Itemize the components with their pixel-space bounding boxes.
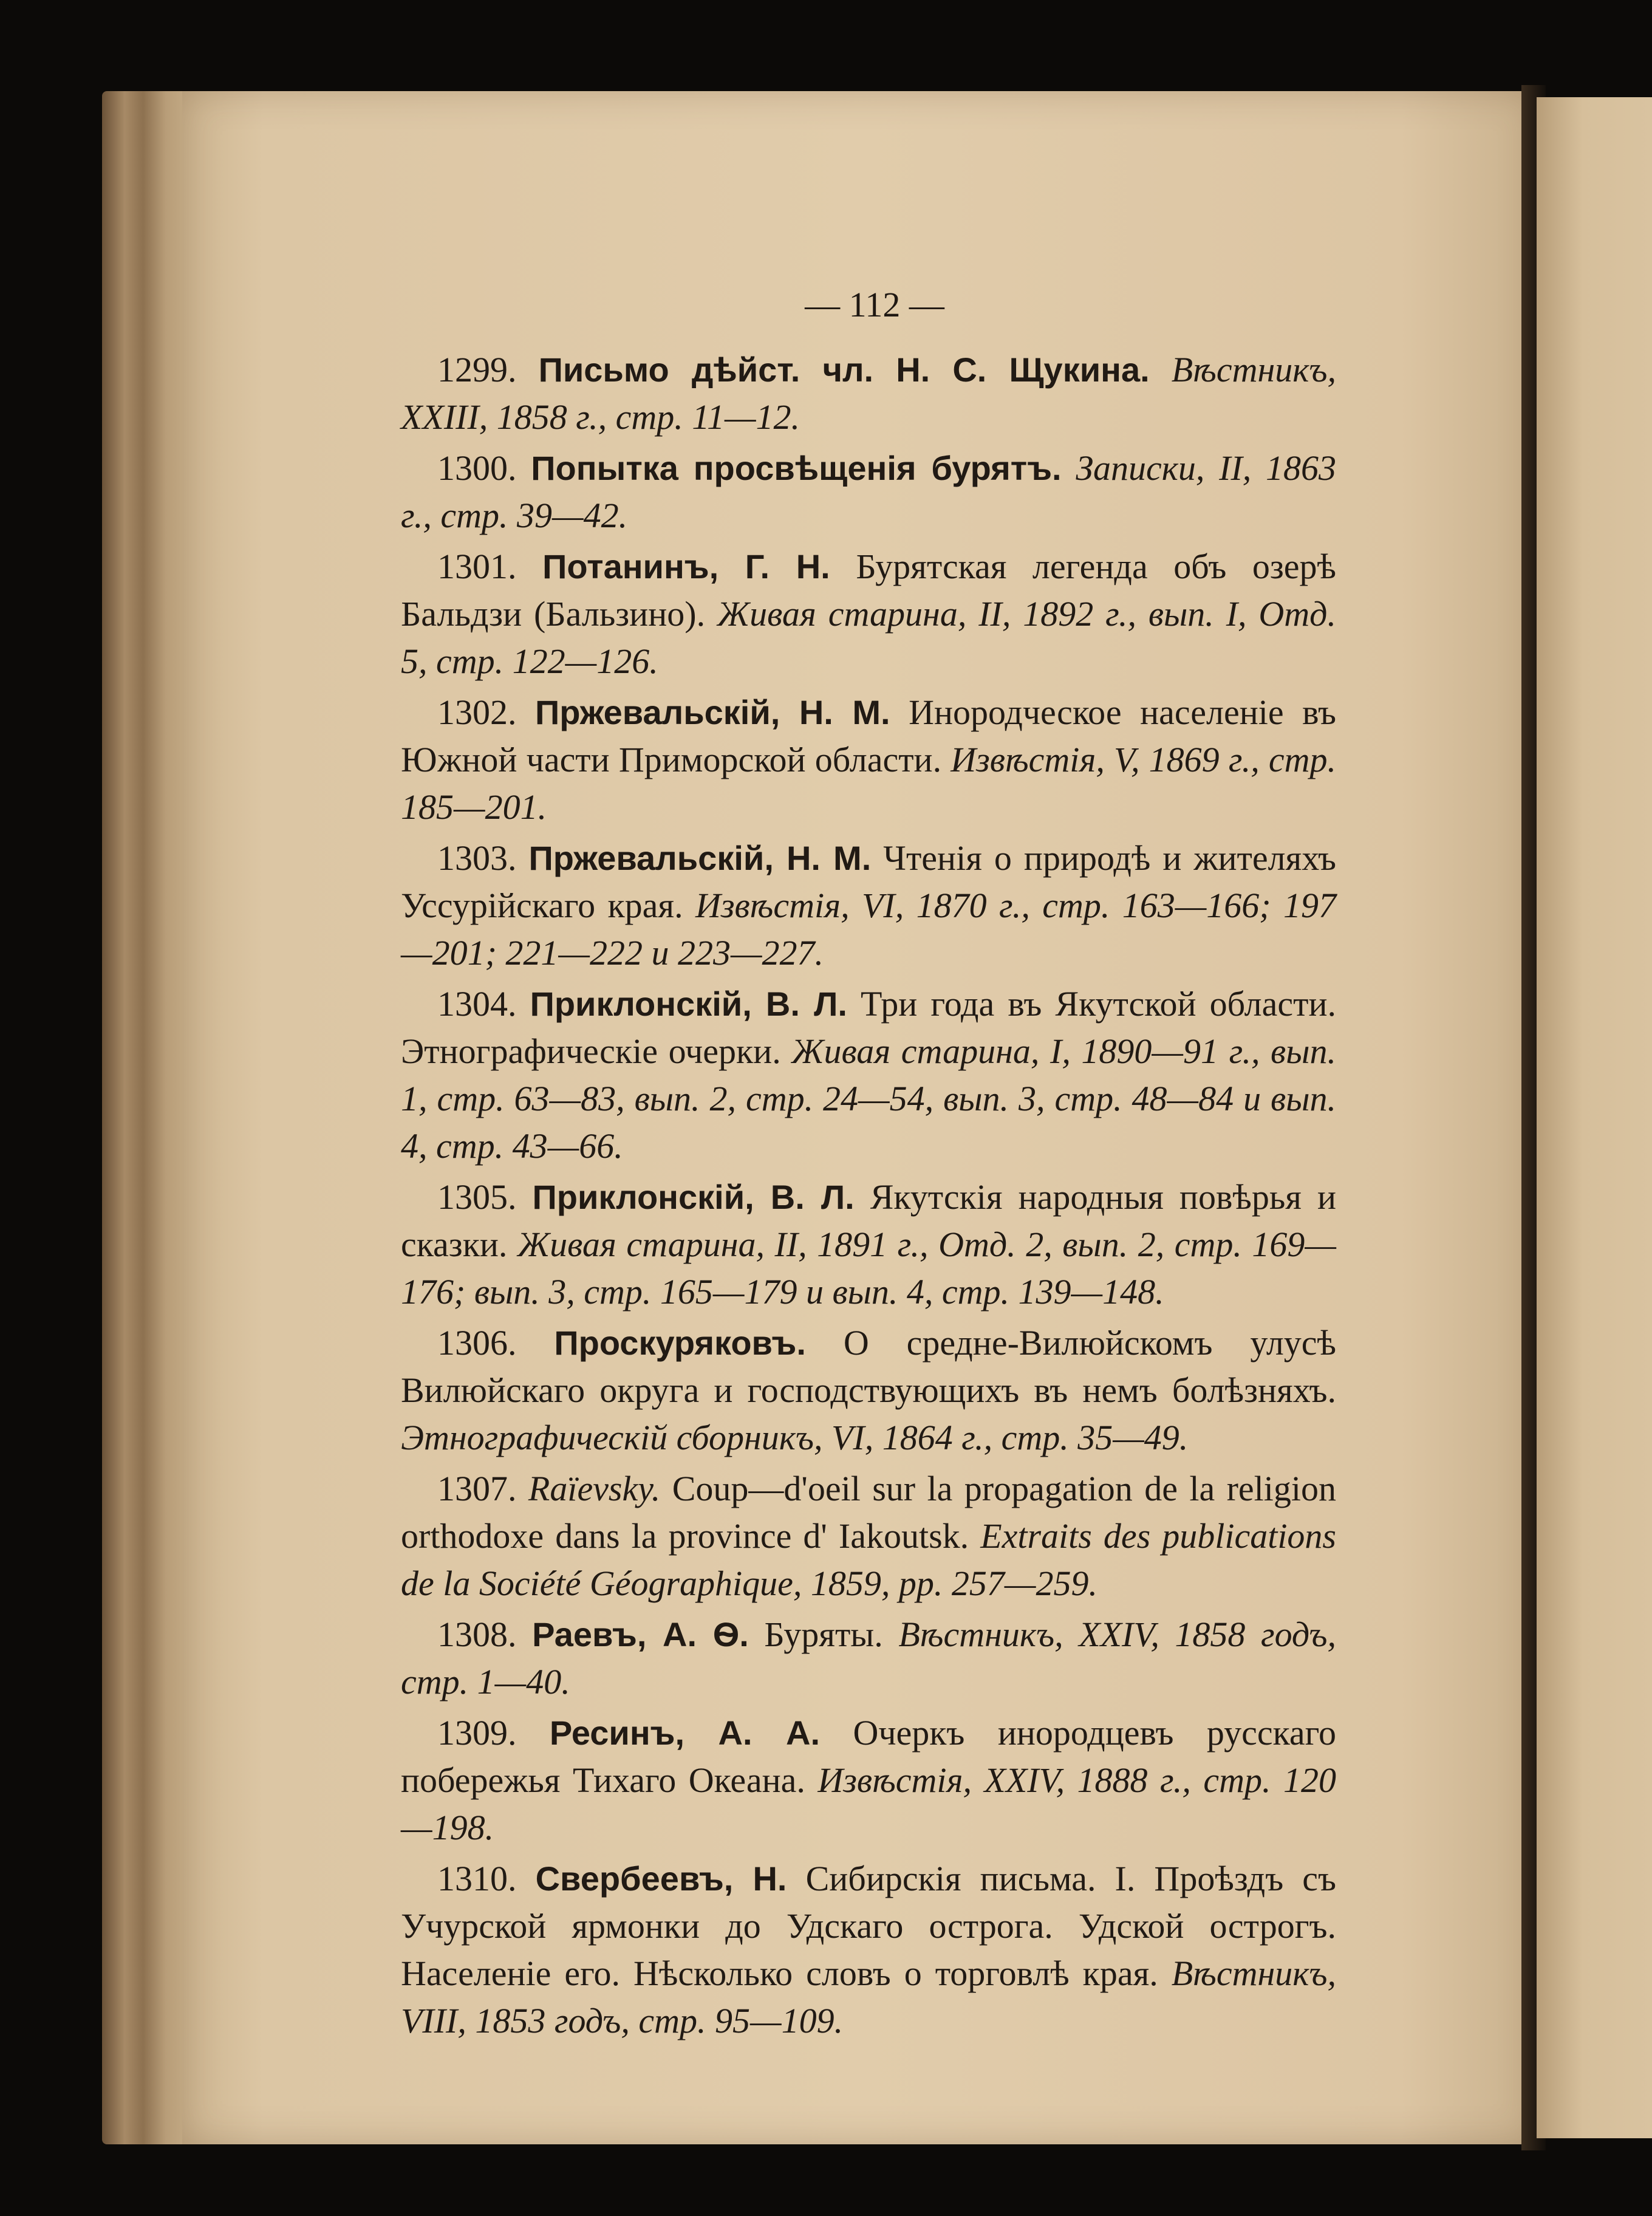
entry-author: Приклонскій, В. Л. (532, 1178, 855, 1216)
entry-title: Бурятская легенда объ озерѣ Бальдзи (Бальзино). (401, 547, 1337, 634)
entry-number: 1301. (437, 547, 517, 586)
entry-title: Буряты. (764, 1615, 883, 1654)
entry-source: Вѣстникъ, XXIV, 1858 годъ, стр. 1—40. (401, 1615, 1337, 1701)
entry-number: 1304. (437, 984, 517, 1024)
entry-source: Этнографическій сборникъ, VI, 1864 г., стр. 35—49. (401, 1418, 1189, 1457)
entry-title: Сибирскія письма. I. Проѣздъ съ Учурской ярмонки до Удскаго острога. Удской острогъ. Населеніе его. Нѣсколько словъ о торговлѣ края. (401, 1859, 1336, 1993)
entry-author: Попытка просвѣщенія бурятъ. (531, 449, 1062, 487)
entry-author: Свербеевъ, Н. (535, 1859, 787, 1898)
entry-author: Ресинъ, А. А. (549, 1714, 821, 1752)
entry-title: Инородческое населеніе въ Южной части Приморской области. (401, 692, 1337, 779)
entry-author: Письмо дѣйст. чл. Н. С. Щукина. (538, 351, 1150, 389)
entry-number: 1305. (437, 1177, 517, 1217)
entry-source: Живая старина, II, 1892 г., вып. I, Отд. 5, стр. 122—126. (401, 594, 1336, 681)
entry-number: 1309. (437, 1713, 517, 1753)
entry-1304 (401, 980, 1336, 1170)
entry-author: Раевъ, А. Ѳ. (532, 1615, 749, 1653)
entry-source: Записки, II, 1863 г., стр. 39—42. (401, 448, 1337, 535)
bibliography-list (401, 346, 1336, 2048)
entry-author: Raïevsky. (528, 1469, 661, 1508)
entry-source: Живая старина, I, 1890—91 г., вып. 1, стр. 63—83, вып. 2, стр. 24—54, вып. 3, стр. 48—84 и вып. 4, стр. 43—66. (401, 1031, 1337, 1166)
entry-number: 1310. (437, 1859, 517, 1898)
entry-author: Приклонскій, В. Л. (530, 985, 847, 1023)
entry-source: Извѣстія, VI, 1870 г., стр. 163—166; 197—201; 221—222 и 223—227. (401, 886, 1336, 973)
entry-title: Coup—d'oeil sur la propagation de la religion orthodoxe dans la province d' Iakoutsk. (401, 1469, 1336, 1556)
entry-1310 (401, 1855, 1336, 2045)
entry-source: Извѣстія, XXIV, 1888 г., стр. 120—198. (401, 1760, 1336, 1847)
page-number: — 112 — (805, 285, 944, 324)
entry-title: Чтенія о природѣ и жителяхъ Уссурійскаго края. (401, 838, 1336, 925)
entry-number: 1299. (437, 350, 517, 389)
entry-number: 1308. (437, 1615, 517, 1654)
entry-source: Extraits des publications de la Société Géographique, 1859, pp. 257—259. (401, 1516, 1337, 1603)
entry-1301 (401, 543, 1336, 685)
entry-author: Пржевальскій, Н. М. (534, 693, 890, 731)
entry-title: О средне-Вилюйскомъ улусѣ Вилюйскаго округа и господствующихъ въ немъ болѣзняхъ. (401, 1323, 1337, 1410)
entry-title: Якутскія народныя повѣрья и сказки. (401, 1177, 1337, 1264)
entry-number: 1307. (437, 1469, 517, 1508)
entry-source: Вѣстникъ, XXIII, 1858 г., стр. 11—12. (401, 350, 1336, 437)
entry-1305 (401, 1174, 1336, 1316)
entry-1308 (401, 1611, 1336, 1706)
entry-source: Извѣстія, V, 1869 г., стр. 185—201. (401, 740, 1337, 827)
entry-source: Вѣстникъ, VIII, 1853 годъ, стр. 95—109. (401, 1954, 1337, 2040)
entry-1306 (401, 1319, 1336, 1462)
page-edge (102, 91, 193, 2144)
entry-author: Пржевальскій, Н. М. (528, 839, 872, 877)
entry-number: 1302. (437, 692, 517, 732)
entry-title: Три года въ Якутской области. Этнографическіе очерки. (401, 984, 1336, 1071)
entry-1309 (401, 1709, 1336, 1852)
entry-number: 1300. (437, 448, 517, 488)
entry-1302 (401, 689, 1336, 831)
entry-author: Потанинъ, Г. Н. (542, 547, 830, 586)
entry-1300 (401, 445, 1336, 539)
entry-1299 (401, 346, 1336, 441)
entry-number: 1306. (437, 1323, 517, 1363)
entry-source: Живая старина, II, 1891 г., Отд. 2, вып. 2, стр. 169—176; вып. 3, стр. 165—179 и вып. 4, стр. 139—148. (401, 1225, 1336, 1311)
entry-1307 (401, 1465, 1336, 1607)
facing-page-edge (1537, 97, 1652, 2138)
entry-1303 (401, 835, 1336, 977)
entry-title: Очеркъ инородцевъ русскаго побережья Тихаго Океана. (401, 1713, 1337, 1800)
entry-number: 1303. (437, 838, 517, 878)
entry-author: Проскуряковъ. (554, 1324, 806, 1362)
